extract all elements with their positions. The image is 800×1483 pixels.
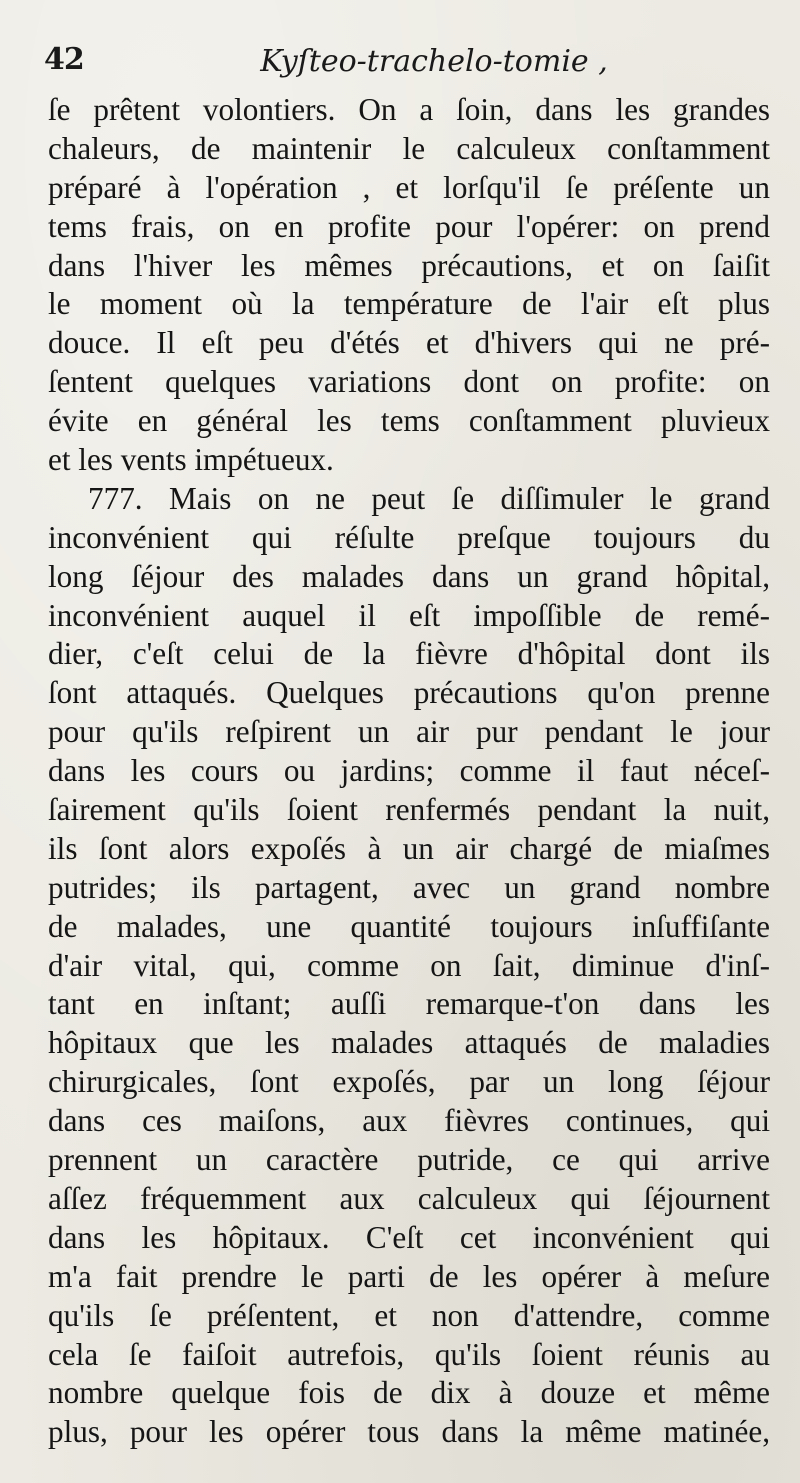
text-line: inconvénient auquel il eſt impoſſible de remé- (48, 597, 770, 633)
text-line: putrides; ils partagent, avec un grand nombre (48, 869, 770, 905)
text-line: ſentent quelques variations dont on profite: on (48, 364, 770, 400)
text-line: inconvénient qui réſulte preſque toujours du (48, 519, 770, 555)
text-line: préparé à l'opération , et lorſqu'il ſe préſente un (48, 169, 770, 205)
body-text (48, 91, 770, 1452)
text-line: de malades, une quantité toujours inſuffiſante (48, 908, 770, 944)
text-line: hôpitaux que les malades attaqués de maladies (48, 1025, 770, 1061)
text-line: long ſéjour des malades dans un grand hôpital, (48, 558, 770, 594)
text-line: ſont attaqués. Quelques précautions qu'on prenne (48, 675, 770, 711)
text-line: dier, c'eſt celui de la fièvre d'hôpital dont ils (48, 636, 770, 672)
paragraph-start-line: 777. Mais on ne peut ſe diſſimuler le grand (88, 480, 770, 516)
text-line: qu'ils ſe préſentent, et non d'attendre, comme (48, 1297, 770, 1333)
running-head (44, 40, 764, 86)
text-line: dans les hôpitaux. C'eſt cet inconvénient qui (48, 1219, 770, 1255)
text-line: prennent un caractère putride, ce qui arrive (48, 1142, 770, 1178)
text-line: ſe prêtent volontiers. On a ſoin, dans les grandes (48, 92, 770, 127)
text-line: dans ces maiſons, aux fièvres continues, qui (48, 1103, 770, 1139)
text-line: ſairement qu'ils ſoient renfermés pendant la nuit, (48, 792, 770, 828)
text-line: dans les cours ou jardins; comme il faut néceſ- (48, 753, 770, 789)
text-line: chirurgicales, ſont expoſés, par un long ſéjour (48, 1064, 770, 1100)
text-line: plus, pour les opérer tous dans la même matinée, (48, 1414, 770, 1450)
running-title: Kyſteo-trachelo-tomie , (260, 44, 608, 79)
text-line: le moment où la température de l'air eſt plus (48, 286, 770, 322)
text-line: d'air vital, qui, comme on ſait, diminue d'inſ- (48, 947, 770, 983)
text-line: m'a fait prendre le parti de les opérer à meſure (48, 1258, 770, 1294)
text-line: tant en inſtant; auſſi remarque-t'on dans les (48, 986, 770, 1022)
text-line: douce. Il eſt peu d'étés et d'hivers qui ne pré- (48, 325, 770, 361)
text-line: aſſez fréquemment aux calculeux qui ſéjournent (48, 1180, 770, 1216)
text-line: tems frais, on en profite pour l'opérer: on prend (48, 208, 770, 244)
text-line: ils ſont alors expoſés à un air chargé de miaſmes (48, 830, 770, 866)
text-line: dans l'hiver les mêmes précautions, et on ſaiſit (48, 247, 770, 283)
text-line: cela ſe faiſoit autrefois, qu'ils ſoient réunis au (48, 1336, 770, 1372)
text-line: pour qu'ils reſpirent un air pur pendant le jour (48, 714, 770, 750)
page-number: 42 (44, 42, 84, 77)
text-line: nombre quelque fois de dix à douze et même (48, 1375, 770, 1411)
text-line: évite en général les tems conſtamment pluvieux (48, 403, 770, 439)
text-line: chaleurs, de maintenir le calculeux conſtamment (48, 130, 770, 166)
text-line: et les vents impétueux. (48, 442, 334, 478)
